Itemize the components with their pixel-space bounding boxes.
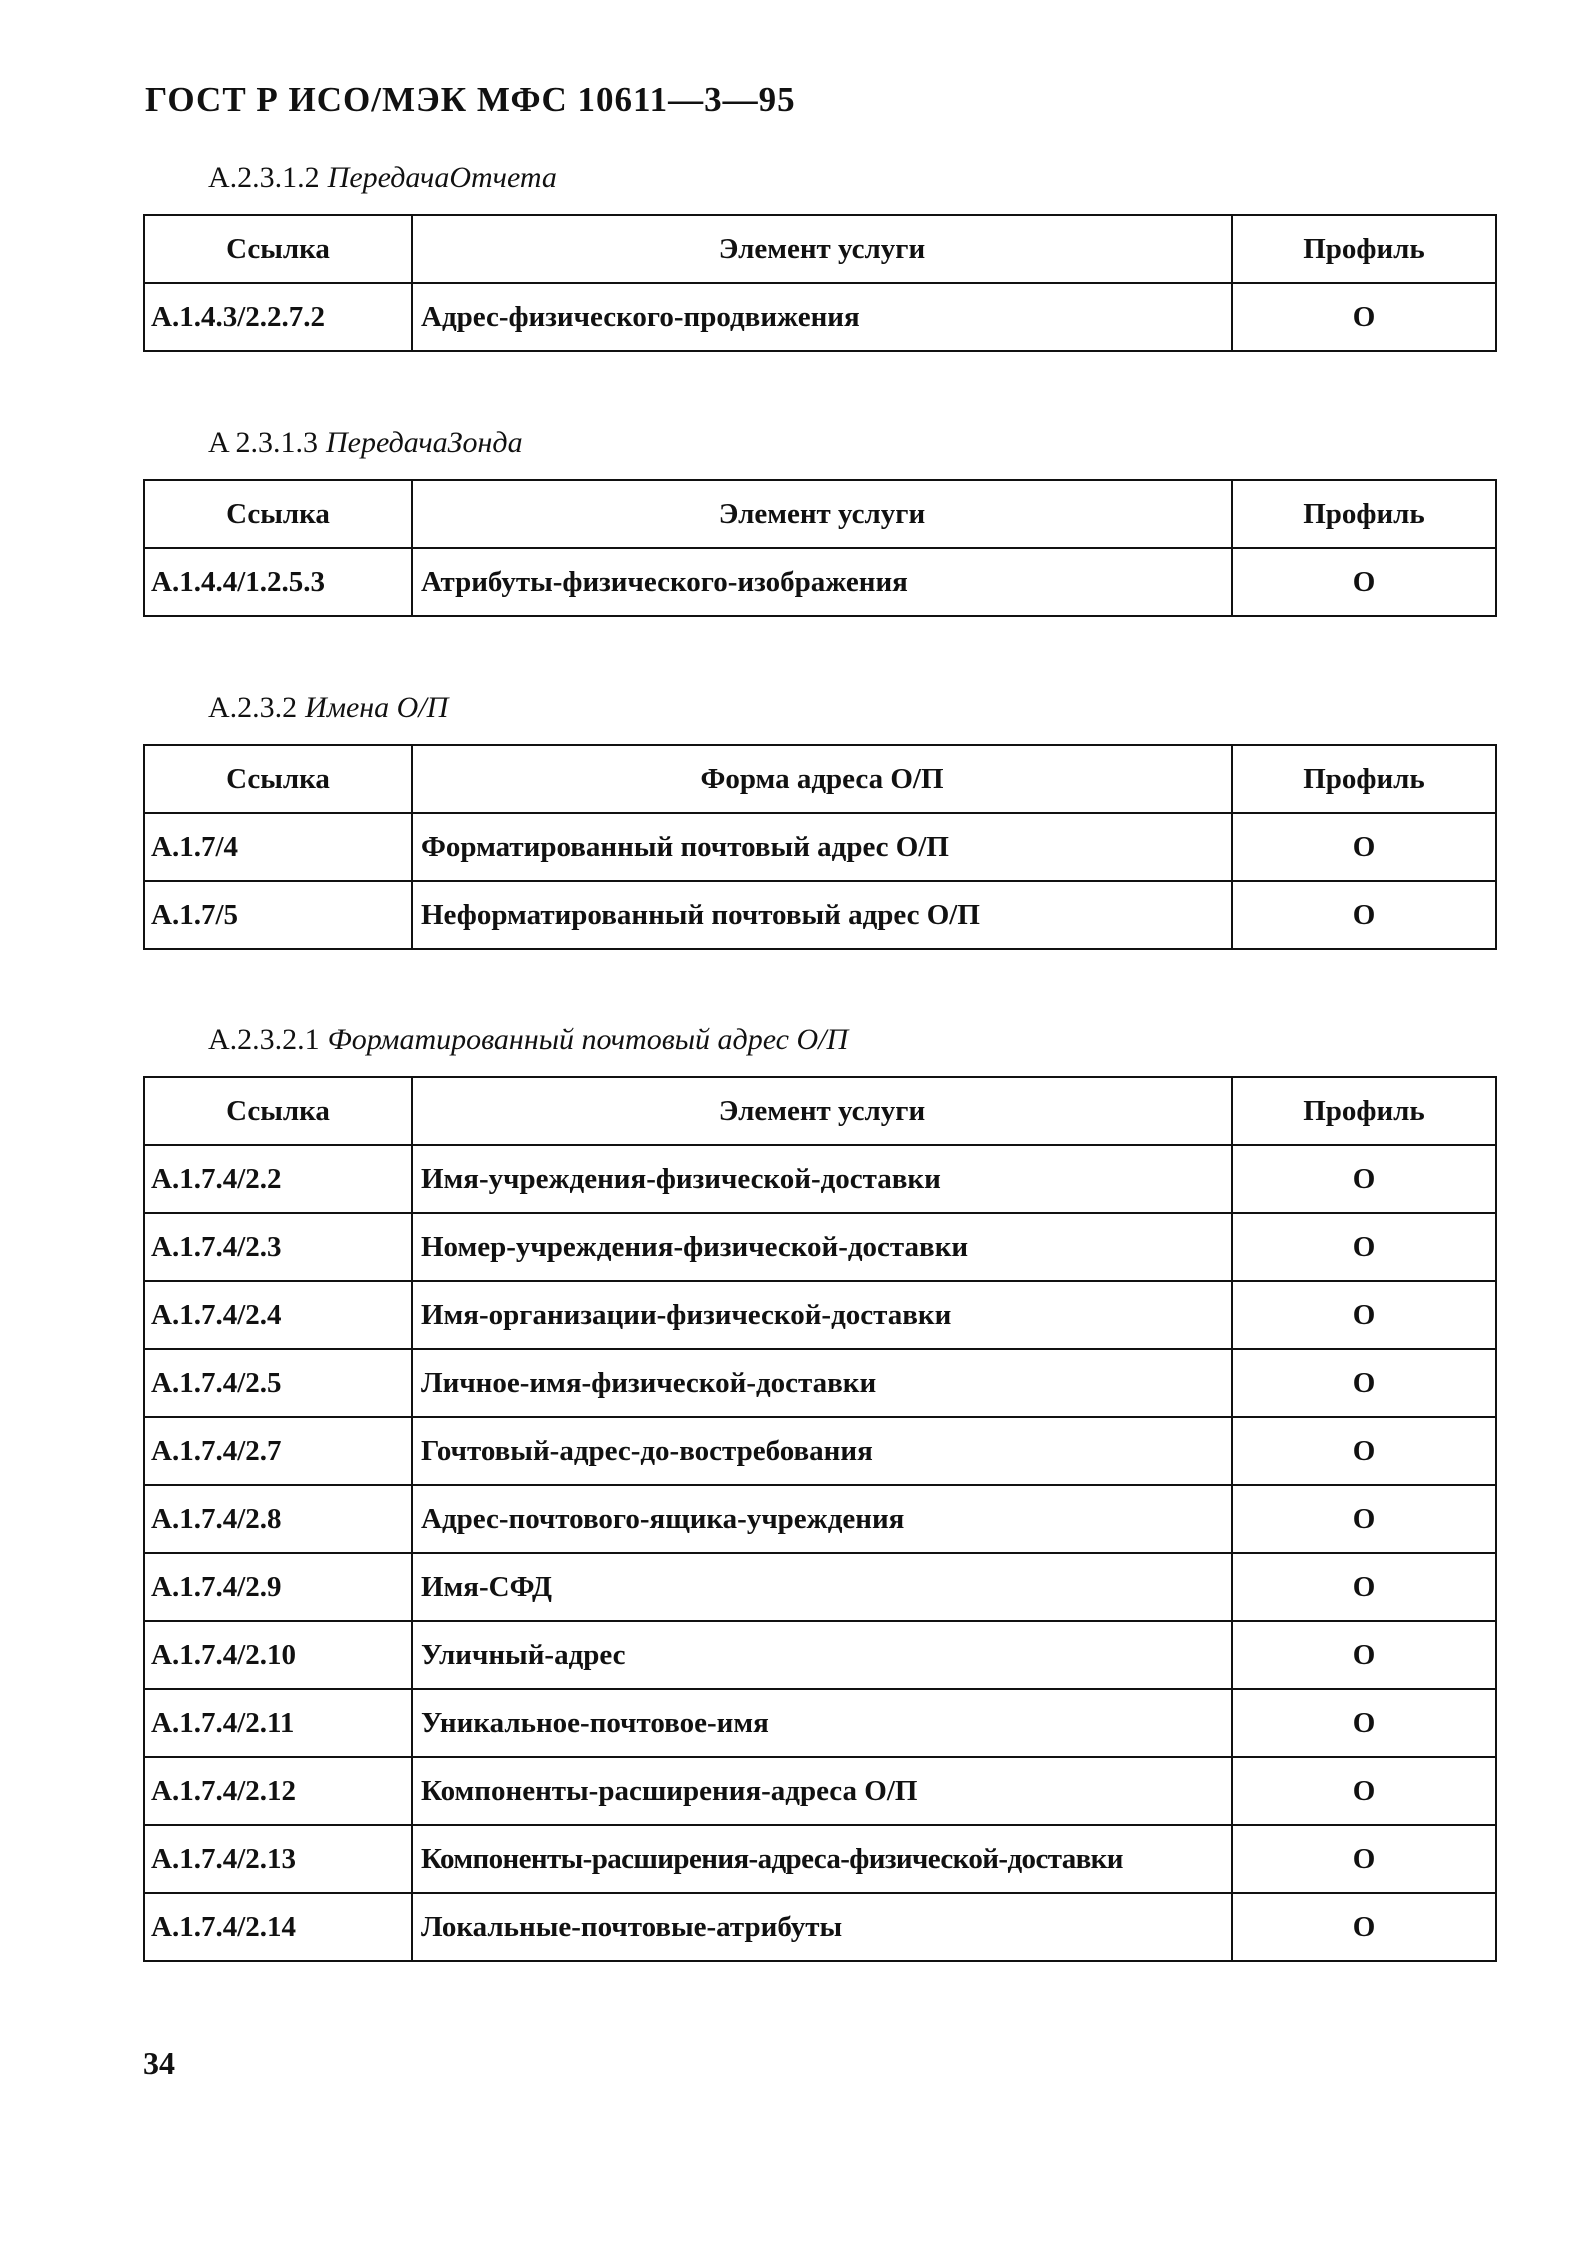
column-header-profile: Профиль bbox=[1232, 745, 1496, 813]
section-name: Имена О/П bbox=[305, 691, 449, 724]
service-table bbox=[143, 1076, 1497, 1962]
column-header-reference: Ссылка bbox=[144, 745, 412, 813]
cell-element: Неформатированный почтовый адрес О/П bbox=[412, 881, 1232, 949]
table-row bbox=[144, 1825, 1496, 1893]
section-title bbox=[208, 688, 1495, 744]
table-row bbox=[144, 1281, 1496, 1349]
cell-element: Имя-организации-физической-доставки bbox=[412, 1281, 1232, 1349]
cell-element: Уличный-адрес bbox=[412, 1621, 1232, 1689]
cell-profile: O bbox=[1232, 1281, 1496, 1349]
table-row bbox=[144, 548, 1496, 616]
cell-element: Номер-учреждения-физической-доставки bbox=[412, 1213, 1232, 1281]
cell-reference: A.1.7/5 bbox=[144, 881, 412, 949]
section-imena-op bbox=[143, 688, 1495, 950]
cell-element: Уникальное-почтовое-имя bbox=[412, 1689, 1232, 1757]
column-header-reference: Ссылка bbox=[144, 480, 412, 548]
table-header-row bbox=[144, 215, 1496, 283]
cell-profile: O bbox=[1232, 1689, 1496, 1757]
column-header-element: Элемент услуги bbox=[412, 480, 1232, 548]
table-row bbox=[144, 1213, 1496, 1281]
table-row bbox=[144, 1349, 1496, 1417]
column-header-address-form: Форма адреса О/П bbox=[412, 745, 1232, 813]
cell-reference: A.1.7.4/2.11 bbox=[144, 1689, 412, 1757]
column-header-reference: Ссылка bbox=[144, 215, 412, 283]
column-header-reference: Ссылка bbox=[144, 1077, 412, 1145]
table-header-row bbox=[144, 745, 1496, 813]
table-row bbox=[144, 1689, 1496, 1757]
cell-profile: O bbox=[1232, 1757, 1496, 1825]
cell-element: Компоненты-расширения-адреса-физической-доставки bbox=[412, 1825, 1232, 1893]
cell-reference: A.1.7.4/2.10 bbox=[144, 1621, 412, 1689]
table-row bbox=[144, 1757, 1496, 1825]
section-number: A.2.3.2 bbox=[208, 691, 298, 724]
column-header-element: Элемент услуги bbox=[412, 1077, 1232, 1145]
cell-profile: O bbox=[1232, 1553, 1496, 1621]
service-table bbox=[143, 479, 1497, 617]
cell-reference: A.1.7.4/2.3 bbox=[144, 1213, 412, 1281]
cell-element: Локальные-почтовые-атрибуты bbox=[412, 1893, 1232, 1961]
cell-element: Личное-имя-физической-доставки bbox=[412, 1349, 1232, 1417]
cell-reference: A.1.7.4/2.8 bbox=[144, 1485, 412, 1553]
service-table bbox=[143, 744, 1497, 950]
cell-element: Гочтовый-адрес-до-востребования bbox=[412, 1417, 1232, 1485]
cell-profile: O bbox=[1232, 881, 1496, 949]
cell-reference: A.1.7.4/2.4 bbox=[144, 1281, 412, 1349]
section-number: A.2.3.2.1 bbox=[208, 1023, 320, 1056]
section-name: ПередачаЗонда bbox=[326, 426, 523, 459]
section-peredacha-zonda bbox=[143, 423, 1495, 617]
section-formatted-postal-address bbox=[143, 1020, 1495, 1962]
cell-element: Адрес-физического-продвижения bbox=[412, 283, 1232, 351]
column-header-profile: Профиль bbox=[1232, 480, 1496, 548]
cell-reference: A.1.4.3/2.2.7.2 bbox=[144, 283, 412, 351]
cell-profile: O bbox=[1232, 1213, 1496, 1281]
page-number: 34 bbox=[143, 2045, 175, 2081]
cell-profile: O bbox=[1232, 1893, 1496, 1961]
table-row bbox=[144, 881, 1496, 949]
table-row bbox=[144, 1417, 1496, 1485]
table-row bbox=[144, 1621, 1496, 1689]
table-row bbox=[144, 1893, 1496, 1961]
cell-reference: A.1.7.4/2.7 bbox=[144, 1417, 412, 1485]
service-table bbox=[143, 214, 1497, 352]
cell-profile: O bbox=[1232, 813, 1496, 881]
cell-profile: O bbox=[1232, 1825, 1496, 1893]
cell-reference: A.1.7.4/2.9 bbox=[144, 1553, 412, 1621]
cell-element: Адрес-почтового-ящика-учреждения bbox=[412, 1485, 1232, 1553]
cell-profile: O bbox=[1232, 1349, 1496, 1417]
cell-reference: A.1.7/4 bbox=[144, 813, 412, 881]
cell-element: Атрибуты-физического-изображения bbox=[412, 548, 1232, 616]
section-number: A 2.3.1.3 bbox=[208, 426, 319, 459]
table-row bbox=[144, 1553, 1496, 1621]
cell-element: Имя-СФД bbox=[412, 1553, 1232, 1621]
section-peredacha-otcheta bbox=[143, 158, 1495, 352]
cell-reference: A.1.7.4/2.5 bbox=[144, 1349, 412, 1417]
cell-profile: O bbox=[1232, 1145, 1496, 1213]
cell-element: Компоненты-расширения-адреса О/П bbox=[412, 1757, 1232, 1825]
column-header-profile: Профиль bbox=[1232, 215, 1496, 283]
table-header-row bbox=[144, 480, 1496, 548]
table-row bbox=[144, 813, 1496, 881]
column-header-element: Элемент услуги bbox=[412, 215, 1232, 283]
cell-profile: O bbox=[1232, 548, 1496, 616]
section-title bbox=[208, 158, 1495, 214]
section-title bbox=[208, 423, 1495, 479]
cell-reference: A.1.7.4/2.13 bbox=[144, 1825, 412, 1893]
cell-profile: O bbox=[1232, 283, 1496, 351]
cell-profile: O bbox=[1232, 1417, 1496, 1485]
cell-reference: A.1.7.4/2.12 bbox=[144, 1757, 412, 1825]
section-name: ПередачаОтчета bbox=[327, 161, 557, 194]
document-header: ГОСТ Р ИСО/МЭК МФС 10611—3—95 bbox=[145, 80, 796, 119]
section-title bbox=[208, 1020, 1495, 1076]
table-row bbox=[144, 1485, 1496, 1553]
table-header-row bbox=[144, 1077, 1496, 1145]
cell-reference: A.1.7.4/2.14 bbox=[144, 1893, 412, 1961]
cell-profile: O bbox=[1232, 1621, 1496, 1689]
table-row bbox=[144, 283, 1496, 351]
section-name: Форматированный почтовый адрес О/П bbox=[327, 1023, 849, 1056]
table-row bbox=[144, 1145, 1496, 1213]
cell-element: Форматированный почтовый адрес О/П bbox=[412, 813, 1232, 881]
cell-element: Имя-учреждения-физической-доставки bbox=[412, 1145, 1232, 1213]
cell-reference: A.1.4.4/1.2.5.3 bbox=[144, 548, 412, 616]
column-header-profile: Профиль bbox=[1232, 1077, 1496, 1145]
cell-reference: A.1.7.4/2.2 bbox=[144, 1145, 412, 1213]
cell-profile: O bbox=[1232, 1485, 1496, 1553]
section-number: A.2.3.1.2 bbox=[208, 161, 320, 194]
